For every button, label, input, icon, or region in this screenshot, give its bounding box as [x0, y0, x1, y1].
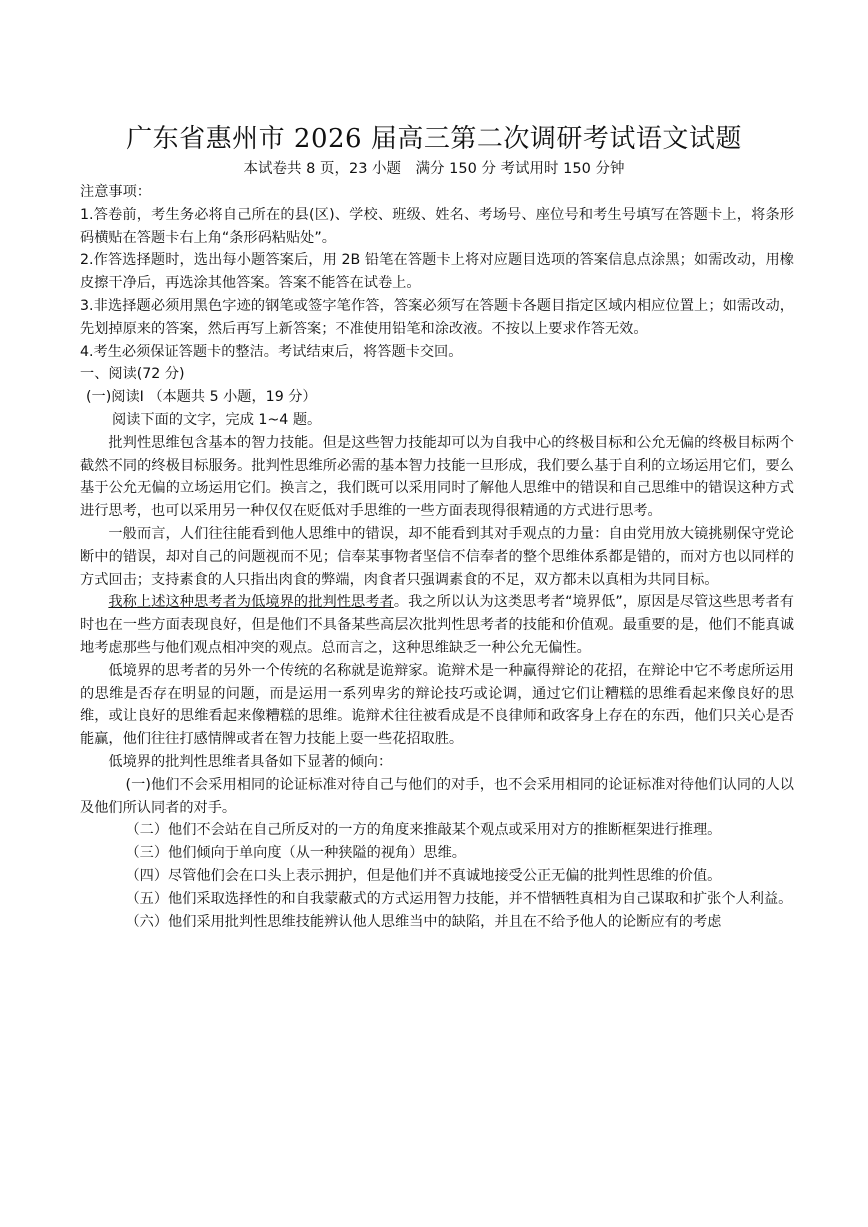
- section-heading: 一、阅读(72 分): [80, 366, 185, 383]
- tendency-item: （六）他们采用批判性思维技能辨认他人思维当中的缺陷，并且在不给予他人的论断应有的考虑: [125, 913, 722, 930]
- reading-instruction: 阅读下面的文字，完成 1~4 题。: [112, 411, 322, 428]
- paragraph-text: 。我之所以认为这类思考者“境界低”，原因是尽管这些思考者有时也在一些方面表现良好，但是他们不具备某些高层次批判性思考者的技能和价值观。最重要的是，他们不能真诚地考虑那些与他们观点相冲突的观点。总而言之，这种思维缺乏一种公允无偏性。: [80, 594, 794, 656]
- passage-paragraph: 批判性思维包含基本的智力技能。但是这些智力技能却可以为自我中心的终极目标和公允无偏的终极目标两个截然不同的终极目标服务。批判性思维所必需的基本智力技能一旦形成，我们要么基于自利的立场运用它们，要么基于公允无偏的立场运用它们。换言之，我们既可以采用同时了解他人思维中的错误和自己思维中的错误这种方式进行思考，也可以采用另一种仅仅在贬低对手思维的一些方面表现得很精通的方式进行思考。: [80, 434, 794, 520]
- notice-item: 3.非选择题必须用黑色字迹的钢笔或签字笔作答，答案必须写在答题卡各题目指定区域内相应位置上；如需改动，先划掉原来的答案，然后再写上新答案；不准使用铅笔和涂改液。不按以上要求作答无效。: [80, 297, 794, 337]
- passage-paragraph: [80, 591, 794, 659]
- exam-subtitle: 本试卷共 8 页，23 小题 满分 150 分 考试用时 150 分钟: [243, 161, 625, 177]
- notice-item: 1.答卷前，考生务必将自己所在的县(区)、学校、班级、姓名、考场号、座位号和考生号填写在答题卡上，将条形码横贴在答题卡右上角“条形码粘贴处”。: [80, 206, 794, 246]
- document-body: [80, 181, 794, 933]
- passage-paragraph: 低境界的思考者的另外一个传统的名称就是诡辩家。诡辩术是一种赢得辩论的花招，在辩论中它不考虑所运用的思维是否存在明显的问题，而是运用一系列卑劣的辩论技巧或论调，通过它们让糟糕的思维看起来像良好的思维，或让良好的思维看起来像糟糕的思维。诡辩术往往被看成是不良律师和政客身上存在的东西，他们只关心是否能赢，他们往往打感情牌或者在智力技能上耍一些花招取胜。: [80, 662, 794, 748]
- exam-title: 广东省惠州市 2026 届高三第二次调研考试语文试题: [126, 124, 742, 154]
- notice-item: 2.作答选择题时，选出每小题答案后，用 2B 铅笔在答题卡上将对应题目选项的答案信息点涂黑；如需改动，用橡皮擦干净后，再选涂其他答案。答案不能答在试卷上。: [80, 252, 794, 292]
- notice-heading: 注意事项：: [80, 184, 151, 200]
- tendency-item: （四）尽管他们会在口头上表示拥护，但是他们并不真诚地接受公正无偏的批判性思维的价值。: [125, 867, 722, 884]
- passage-paragraph: 一般而言，人们往往能看到他人思维中的错误，却不能看到其对手观点的力量：自由党用放大镜挑剔保守党论断中的错误，却对自己的问题视而不见；信奉某事物者坚信不信奉者的整个思维体系都是错的，而对方也以同样的方式回击；支持素食的人只指出肉食的弊端，肉食者只强调素食的不足，双方都未以真相为共同目标。: [80, 525, 794, 588]
- tendency-item: (一)他们不会采用相同的论证标准对待自己与他们的对手，也不会采用相同的论证标准对待他们认同的人以及他们所认同者的对手。: [80, 776, 794, 816]
- notice-item: 4.考生必须保证答题卡的整洁。考试结束后，将答题卡交回。: [80, 343, 463, 360]
- subsection-heading: (一)阅读Ⅰ （本题共 5 小题，19 分）: [86, 389, 317, 406]
- tendency-item: （二）他们不会站在自己所反对的一方的角度来推敲某个观点或采用对方的推断框架进行推理。: [125, 822, 722, 839]
- passage-paragraph: 低境界的批判性思维者具备如下显著的倾向：: [108, 753, 393, 770]
- tendency-item: （五）他们采取选择性的和自我蒙蔽式的方式运用智力技能，并不惜牺牲真相为自己谋取和扩张个人利益。: [125, 890, 793, 907]
- underlined-sentence: 我称上述这种思考者为低境界的批判性思考者: [108, 594, 394, 611]
- tendency-item: （三）他们倾向于单向度（从一种狭隘的视角）思维。: [125, 845, 466, 862]
